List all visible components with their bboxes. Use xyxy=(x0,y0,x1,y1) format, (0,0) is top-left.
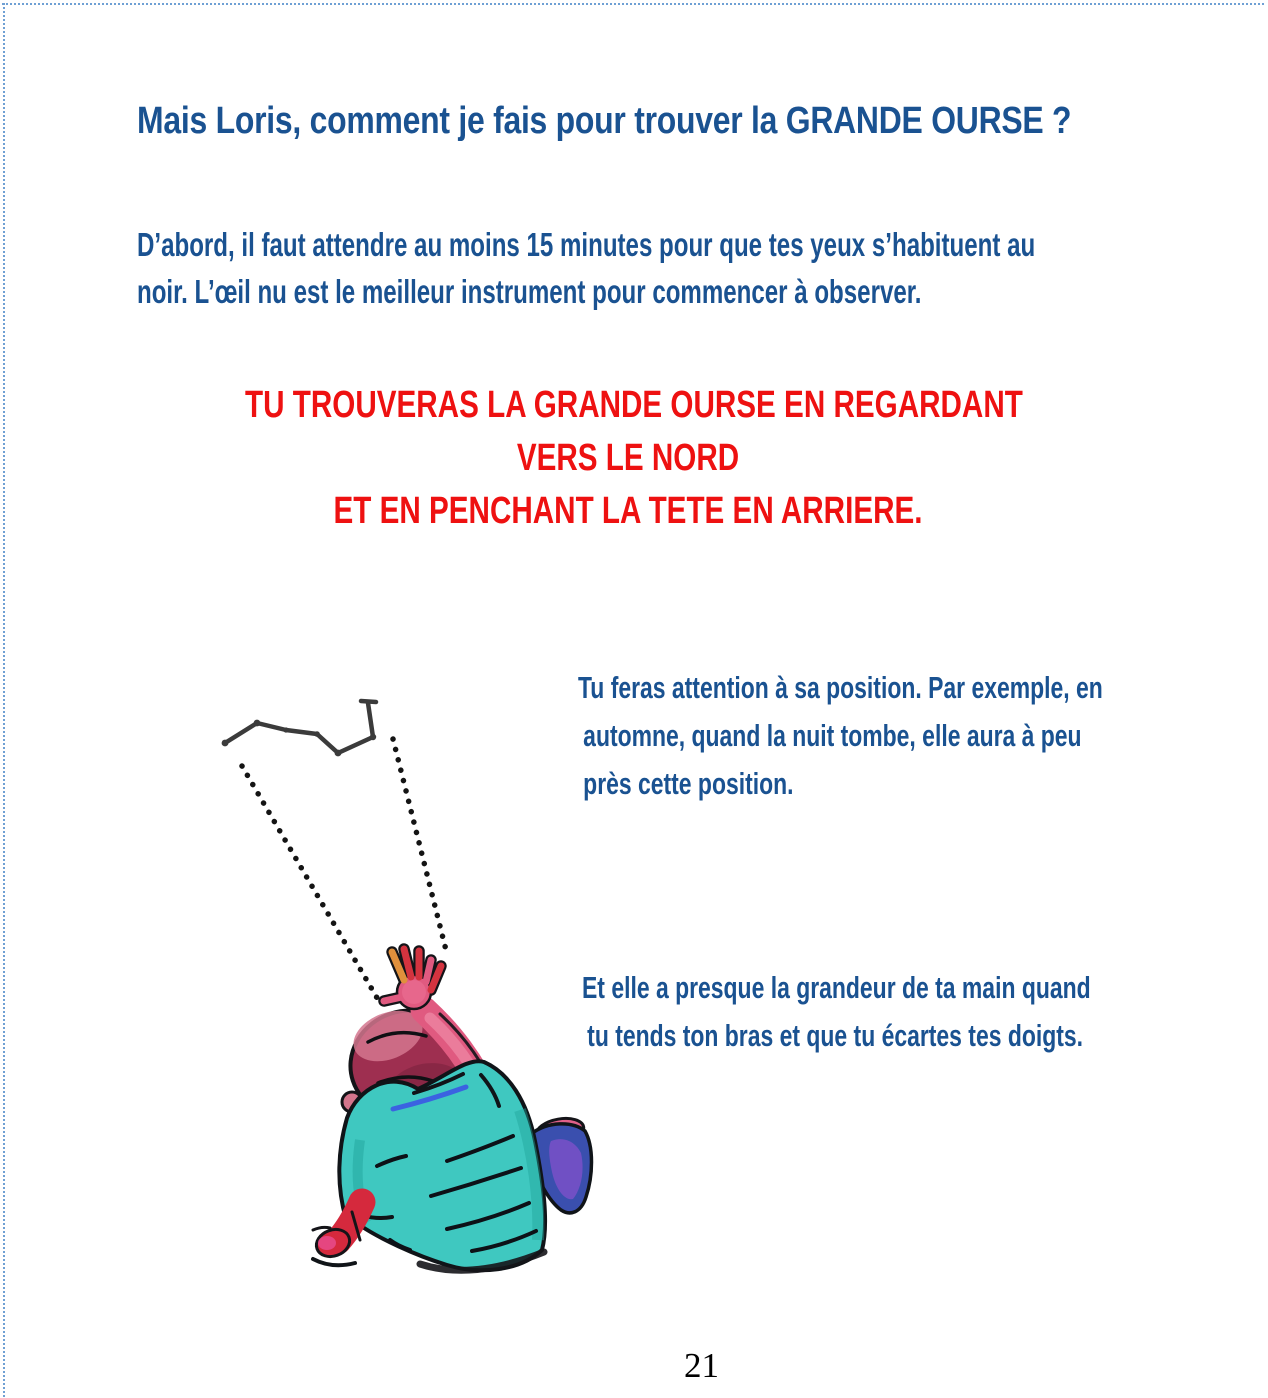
position-note-line-1: Tu feras attention à sa position. Par exemple, en xyxy=(578,670,1103,705)
child-shirt xyxy=(339,1061,545,1270)
constellation-star-dots xyxy=(222,720,377,757)
alert-line-2: VERS LE NORD xyxy=(516,437,740,479)
red-instruction-block xyxy=(245,379,1023,538)
hand-note-line-1: Et elle a presque la grandeur de ta main quand xyxy=(582,970,1091,1005)
intro-line-1: D’abord, il faut attendre au moins 15 minutes pour que tes yeux s’habituent au xyxy=(137,226,1036,263)
position-note-line-3: près cette position. xyxy=(583,766,794,801)
page-number: 21 xyxy=(684,1346,719,1385)
child-figure xyxy=(313,949,592,1270)
hand-size-note xyxy=(582,964,1091,1060)
page-border-left xyxy=(3,3,5,1398)
alert-line-3: ET EN PENCHANT LA TETE EN ARRIERE. xyxy=(333,490,923,532)
alert-line-1: TU TROUVERAS LA GRANDE OURSE EN REGARDANT xyxy=(245,384,1023,426)
page-title: Mais Loris, comment je fais pour trouver la GRANDE OURSE ? xyxy=(137,100,1072,142)
hand-note-line-2: tu tends ton bras et que tu écartes tes doigts. xyxy=(587,1018,1084,1053)
position-note xyxy=(578,664,1103,808)
intro-paragraph xyxy=(137,221,1035,315)
intro-line-2: noir. L’œil nu est le meilleur instrument pour commencer à observer. xyxy=(137,273,922,310)
position-note-line-2: automne, quand la nuit tombe, elle aura à peu xyxy=(583,718,1082,753)
big-dipper-constellation xyxy=(222,701,377,756)
page-border-top xyxy=(2,3,1266,5)
